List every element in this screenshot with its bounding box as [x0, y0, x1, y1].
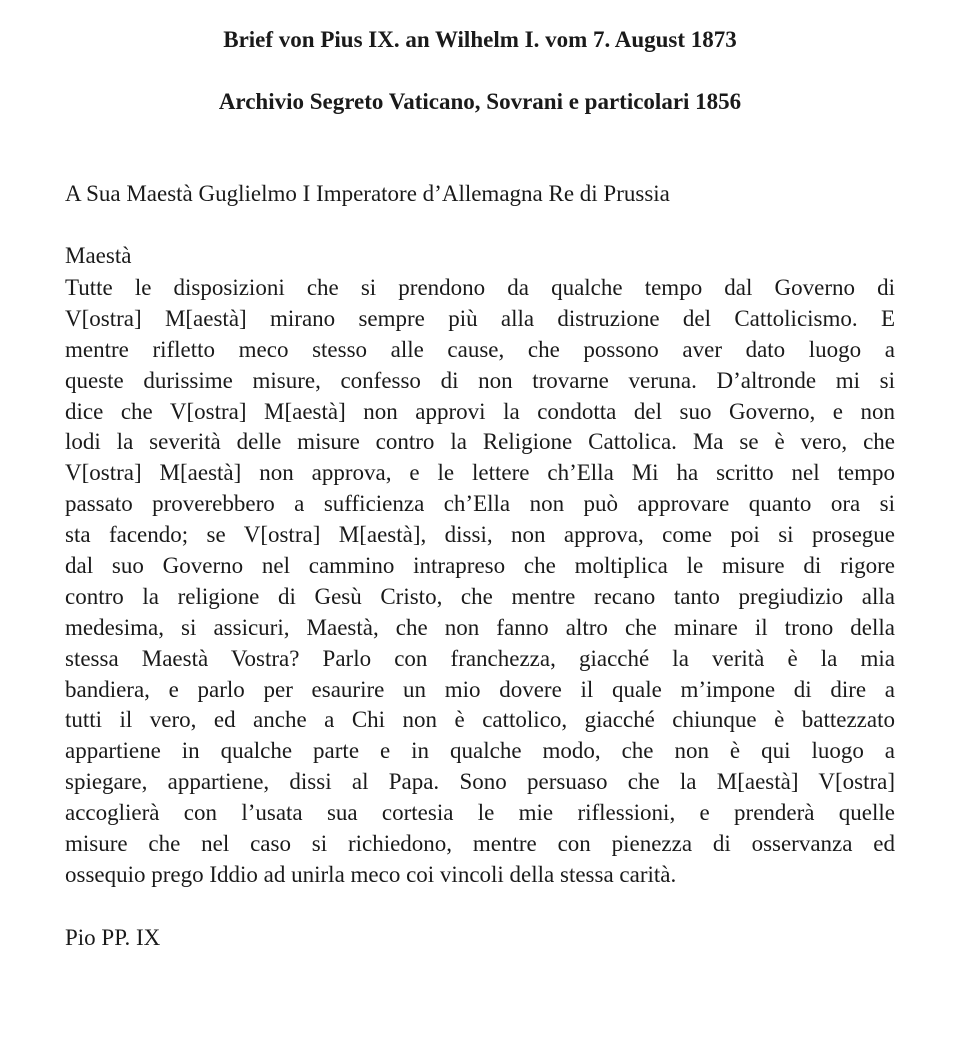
body-line: stessa Maestà Vostra? Parlo con franchezza, giacché la verità è la mia: [65, 645, 895, 671]
document-title: Brief von Pius IX. an Wilhelm I. vom 7. August 1873: [223, 27, 737, 52]
body-line: V[ostra] M[aestà] non approva, e le lettere ch’Ella Mi ha scritto nel tempo: [65, 460, 895, 486]
body-line: V[ostra] M[aestà] mirano sempre più alla distruzione del Cattolicismo. E: [65, 305, 895, 331]
body-line: lodi la severità delle misure contro la Religione Cattolica. Ma se è vero, che: [65, 429, 895, 455]
letter-body: [65, 273, 895, 891]
letter-signature: Pio PP. IX: [65, 925, 161, 950]
body-line: ossequio prego Iddio ad unirla meco coi vincoli della stessa carità.: [65, 861, 677, 887]
body-line: appartiene in qualche parte e in qualche modo, che non è qui luogo a: [65, 738, 895, 764]
letter-salutation: Maestà: [65, 243, 132, 268]
body-line: dice che V[ostra] M[aestà] non approvi la condotta del suo Governo, e non: [65, 398, 895, 424]
body-line: medesima, si assicuri, Maestà, che non fanno altro che minare il trono della: [65, 614, 895, 640]
body-line: bandiera, e parlo per esaurire un mio dovere il quale m’impone di dire a: [65, 676, 895, 702]
body-line: dal suo Governo nel cammino intrapreso che moltiplica le misure di rigore: [65, 553, 895, 579]
body-line: Tutte le disposizioni che si prendono da qualche tempo dal Governo di: [65, 275, 895, 300]
body-line: contro la religione di Gesù Cristo, che mentre recano tanto pregiudizio alla: [65, 583, 895, 609]
body-line: spiegare, appartiene, dissi al Papa. Sono persuaso che la M[aestà] V[ostra]: [65, 769, 895, 795]
body-line: passato proverebbero a sufficienza ch’Ella non può approvare quanto ora si: [65, 491, 895, 517]
body-line: sta facendo; se V[ostra] M[aestà], dissi, non approva, come poi si prosegue: [65, 522, 895, 548]
body-line: tutti il vero, ed anche a Chi non è cattolico, giacché chiunque è battezzato: [65, 707, 895, 733]
body-line: misure che nel caso si richiedono, mentre con pienezza di osservanza ed: [65, 831, 895, 857]
letter-address: A Sua Maestà Guglielmo I Imperatore d’Allemagna Re di Prussia: [65, 181, 670, 206]
archive-reference: Archivio Segreto Vaticano, Sovrani e particolari 1856: [218, 89, 742, 114]
body-line: accoglierà con l’usata sua cortesia le mie riflessioni, e prenderà quelle: [65, 800, 895, 826]
body-line: mentre rifletto meco stesso alle cause, che possono aver dato luogo a: [65, 336, 895, 362]
body-line: queste durissime misure, confesso di non trovarne veruna. D’altronde mi si: [65, 367, 895, 393]
